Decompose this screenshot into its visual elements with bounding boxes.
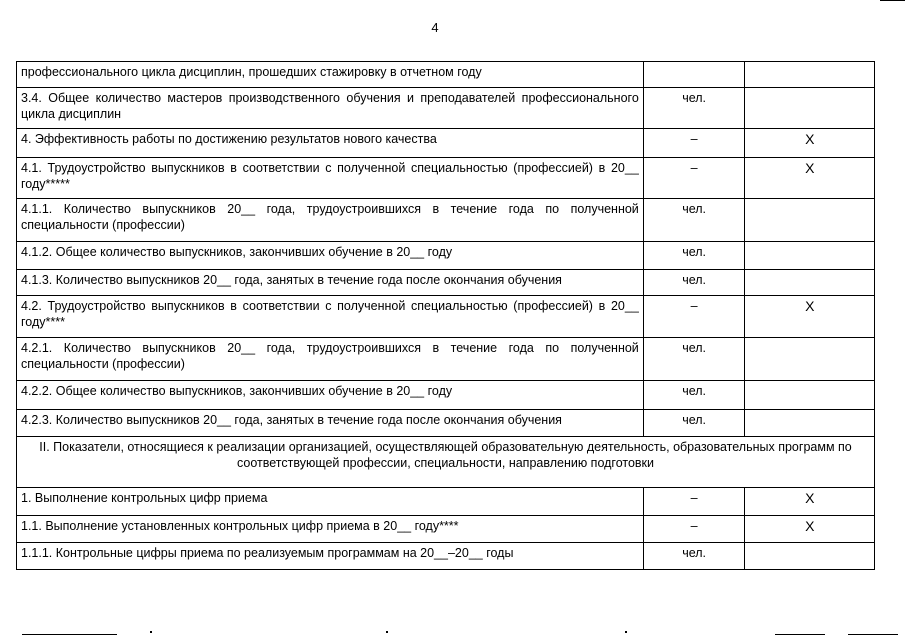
mark-cell	[745, 338, 875, 381]
unit-cell: чел.	[643, 270, 745, 296]
table-row	[17, 270, 875, 296]
mark-cell: X	[745, 158, 875, 199]
unit-cell: чел.	[643, 88, 745, 129]
indicator-cell: 4.2.2. Общее количество выпускников, закончивших обучение в 20__ году	[17, 381, 644, 410]
unit-cell: чел.	[643, 242, 745, 270]
footer-mark	[386, 631, 388, 633]
footer-mark	[150, 631, 152, 633]
page-corner-line	[880, 0, 905, 1]
table-row	[17, 543, 875, 570]
footer-rule	[775, 634, 825, 635]
unit-cell: –	[643, 129, 745, 158]
table-row	[17, 381, 875, 410]
indicators-table-body	[17, 62, 875, 570]
unit-cell: чел.	[643, 381, 745, 410]
indicator-cell: 3.4. Общее количество мастеров производственного обучения и преподавателей профессионального цикла дисциплин	[17, 88, 644, 129]
indicators-table	[16, 61, 875, 570]
unit-cell: –	[643, 158, 745, 199]
indicator-cell: профессионального цикла дисциплин, прошедших стажировку в отчетном году	[17, 62, 644, 88]
unit-cell: чел.	[643, 199, 745, 242]
page-number: 4	[431, 20, 439, 35]
table-row	[17, 338, 875, 381]
footer-rule	[22, 634, 117, 635]
table-row	[17, 410, 875, 437]
mark-cell: X	[745, 516, 875, 543]
footer-rule	[848, 634, 898, 635]
indicator-cell: 1.1.1. Контрольные цифры приема по реализуемым программам на 20__–20__ годы	[17, 543, 644, 570]
mark-cell	[745, 199, 875, 242]
unit-cell: –	[643, 488, 745, 516]
mark-cell: X	[745, 488, 875, 516]
mark-cell: X	[745, 296, 875, 338]
table-row	[17, 62, 875, 88]
mark-cell	[745, 62, 875, 88]
mark-cell	[745, 410, 875, 437]
mark-cell	[745, 270, 875, 296]
table-row	[17, 488, 875, 516]
unit-cell: чел.	[643, 543, 745, 570]
table-row	[17, 129, 875, 158]
unit-cell: –	[643, 516, 745, 543]
table-row	[17, 88, 875, 129]
indicator-cell: 4.1.2. Общее количество выпускников, закончивших обучение в 20__ году	[17, 242, 644, 270]
mark-cell	[745, 88, 875, 129]
indicator-cell: 1.1. Выполнение установленных контрольных цифр приема в 20__ году****	[17, 516, 644, 543]
unit-cell: чел.	[643, 338, 745, 381]
mark-cell	[745, 242, 875, 270]
unit-cell: чел.	[643, 410, 745, 437]
indicator-cell: 4.1. Трудоустройство выпускников в соответствии с полученной специальностью (профессией) в 20__ году*****	[17, 158, 644, 199]
indicator-cell: 4.1.1. Количество выпускников 20__ года, трудоустроившихся в течение года по полученной специальности (профессии)	[17, 199, 644, 242]
table-row	[17, 516, 875, 543]
table-row	[17, 242, 875, 270]
indicator-cell: 4.2. Трудоустройство выпускников в соответствии с полученной специальностью (профессией) в 20__ году****	[17, 296, 644, 338]
indicator-cell: 4.2.3. Количество выпускников 20__ года, занятых в течение года после окончания обучения	[17, 410, 644, 437]
table-row	[17, 199, 875, 242]
unit-cell	[643, 62, 745, 88]
footer-mark	[625, 631, 627, 633]
section-heading: II. Показатели, относящиеся к реализации организацией, осуществляющей образовательную деятельность, образовательных программ по соответствующей профессии, специальности, направлению подготовки	[17, 437, 875, 488]
mark-cell	[745, 381, 875, 410]
mark-cell: X	[745, 129, 875, 158]
indicator-cell: 1. Выполнение контрольных цифр приема	[17, 488, 644, 516]
unit-cell: –	[643, 296, 745, 338]
table-row	[17, 437, 875, 488]
table-row	[17, 296, 875, 338]
indicator-cell: 4.1.3. Количество выпускников 20__ года, занятых в течение года после окончания обучения	[17, 270, 644, 296]
table-row	[17, 158, 875, 199]
mark-cell	[745, 543, 875, 570]
indicator-cell: 4.2.1. Количество выпускников 20__ года, трудоустроившихся в течение года по полученной специальности (профессии)	[17, 338, 644, 381]
indicator-cell: 4. Эффективность работы по достижению результатов нового качества	[17, 129, 644, 158]
